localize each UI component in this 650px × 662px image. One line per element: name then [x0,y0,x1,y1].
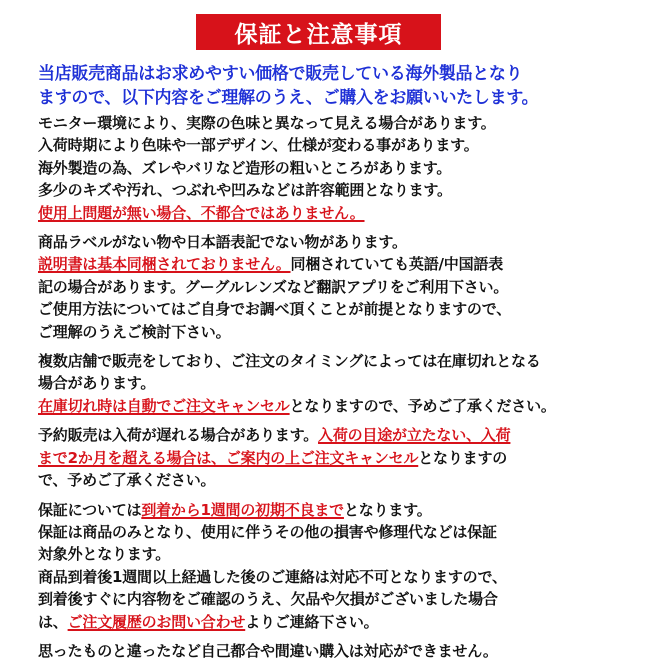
section-warranty [38,499,638,633]
text-line: 到着後すぐに内容物をご確認のうえ、欠品や欠損がございました場合 [38,590,498,609]
title-banner [196,14,441,50]
text-line: モニター環境により、実際の色味と異なって見える場合があります。 [38,114,496,132]
section-preorder [38,424,638,491]
section-labels-manual [38,231,638,343]
warning-text: 説明書は基本同梱されておりません。 [38,255,291,274]
text-line: 場合があります。 [38,374,156,393]
text-line: 複数店舗で販売をしており、ご注文のタイミングによっては在庫切れとなる [38,352,541,371]
text-span: となります。 [343,500,432,519]
text-line [38,202,638,224]
section-no-returns [38,640,638,662]
text-line: ご理解のうえご検討下さい。 [38,322,231,341]
text-line [38,447,638,469]
text-line: 海外製造の為、ズレやバリなど造形の粗いところがあります。 [38,158,452,177]
text-span: 保証については [38,500,142,519]
text-line: で、予めご了承ください。 [38,471,216,490]
intro-text [38,62,638,110]
text-span: よりご連絡下さい。 [245,612,379,631]
section-appearance [38,112,638,224]
warning-text: 入荷の目途が立たない、入荷 [318,426,511,445]
section-stock [38,350,638,417]
text-line: 思ったものと違ったなど自己都合や間違い購入は対応ができません。 [38,641,498,660]
text-line: 記の場合があります。グーグルレンズなど翻訳アプリをご利用下さい。 [38,277,509,296]
intro-line: ますので、以下内容をご理解のうえ、ご購入をお願いいたします。 [38,88,539,108]
page-title: 保証と注意事項 [234,21,403,48]
text-span: は、 [38,612,68,631]
text-line [38,253,638,275]
intro-line: 当店販売商品はお求めやすい価格で販売している海外製品となり [38,64,523,84]
warning-text: まで2か月を超える場合は、ご案内の上ご注文キャンセル [38,448,419,467]
text-line [38,424,638,446]
notice-content [38,62,638,662]
text-span: 予約販売は入荷が遅れる場合があります。 [38,426,319,445]
text-line: 商品到着後1週間以上経過した後のご連絡は対応不可となりますので、 [38,567,507,586]
text-line: 入荷時期により色味や一部デザイン、仕様が変わる事があります。 [38,136,479,155]
warning-text: 到着から1週間の初期不良まで [141,500,344,519]
text-line [38,499,638,521]
text-line: 多少のキズや汚れ、つぶれや凹みなどは許容範囲となります。 [38,181,452,200]
text-line: ご使用方法についてはご自身でお調べ頂くことが前提となりますので、 [38,300,512,319]
text-line: 商品ラベルがない物や日本語表記でない物があります。 [38,233,407,252]
text-line: 対象外となります。 [38,545,171,564]
text-line [38,395,638,417]
text-span: となりますので、予めご了承ください。 [289,396,556,415]
text-span: 同梱されていても英語/中国語表 [290,255,503,274]
warning-text: ご注文履歴のお問い合わせ [67,612,246,631]
text-line [38,611,638,633]
text-line: 保証は商品のみとなり、使用に伴うその他の損害や修理代などは保証 [38,522,497,541]
warning-text: 使用上問題が無い場合、不都合ではありません。 [38,203,365,222]
warning-text: 在庫切れ時は自動でご注文キャンセル [38,396,290,415]
text-span: となりますの [418,448,508,467]
